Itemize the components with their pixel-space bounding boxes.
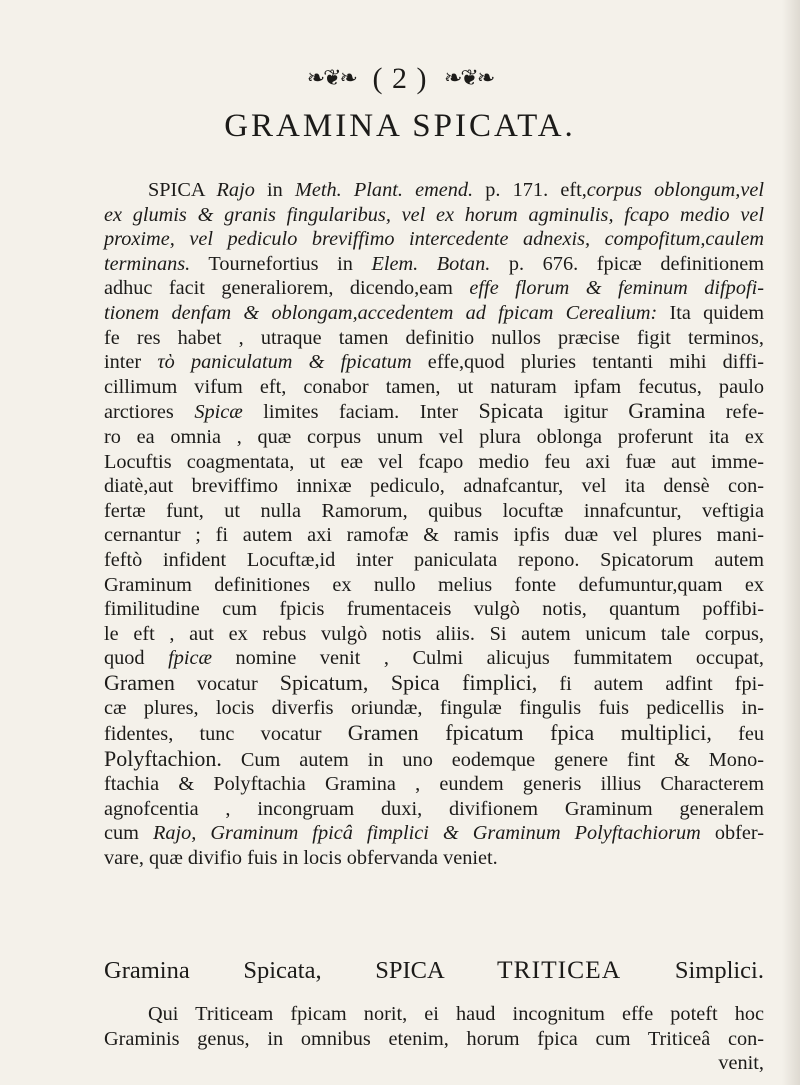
paragraph-line (104, 597, 764, 622)
text-segment: arctiores (104, 401, 195, 424)
paragraph-line (104, 821, 764, 846)
ornament-right-icon: ❧❦❧ (443, 65, 494, 90)
paragraph-line (104, 721, 764, 747)
text-segment: fi autem adfint fpi- (537, 672, 764, 695)
paragraph-line (104, 227, 764, 252)
text-segment: effe,quod pluries tentanti mihi diffi- (411, 351, 764, 374)
paragraph-line (104, 252, 764, 277)
text-segment: cæ plures, locis diverfis oriundæ, fingulæ fingulis fuis pedicellis in- (104, 697, 764, 720)
paragraph-line: Qui Triticeam fpicam norit, ei haud incognitum effe poteft hoc (148, 1003, 764, 1025)
paragraph-line (104, 646, 764, 671)
text-segment: Gramen (104, 669, 175, 695)
page-edge-shadow (782, 0, 800, 1085)
text-segment: Gramina (628, 398, 706, 424)
text-segment: cillimum vifum eft, conabor tamen, ut naturam ipfam fecutus, paulo (104, 375, 764, 398)
paragraph-triticea (104, 1002, 764, 1076)
text-segment: vocatur (174, 672, 280, 695)
text-segment: feftò infident Locuftæ,id inter paniculata repono. Spicatorum autem (104, 548, 764, 571)
paragraph-line (104, 425, 764, 450)
paragraph-line (104, 499, 764, 524)
text-segment: fpicæ (168, 647, 213, 670)
text-segment: fertæ funt, ut nulla Ramorum, quibus locuftæ innafcuntur, veftigia (104, 499, 764, 522)
paragraph-line (104, 846, 764, 871)
paragraph-line (104, 696, 764, 721)
text-segment: Spicæ (194, 401, 243, 424)
text-segment: fidentes, tunc vocatur (104, 723, 348, 746)
paragraph-line (104, 326, 764, 351)
paragraph-line (104, 622, 764, 647)
text-segment: agnofcentia , incongruam duxi, divifionem Graminum generalem (104, 797, 764, 820)
text-segment: p. 171. eft, (473, 179, 587, 201)
paragraph-line (104, 474, 764, 499)
section-heading-part3: Simplici. (621, 957, 764, 984)
text-segment: adhuc facit generaliorem, dicendo,eam (104, 277, 470, 300)
paragraph-line (104, 671, 764, 697)
text-segment: fimilitudine cum fpicis frumentaceis vulgò notis, quantum poffibi- (104, 598, 764, 621)
paragraph-line (104, 772, 764, 797)
text-segment: Rajo (216, 179, 255, 201)
text-segment: terminans. (104, 252, 191, 275)
text-segment: nomine venit , Culmi alicujus fummitatem occupat, (212, 647, 764, 670)
text-segment: Cum autem in uno eodemque genere fint & Mono- (221, 748, 764, 771)
text-segment: ftachia & Polyftachia Gramina , eundem generis illius Characterem (104, 773, 764, 796)
text-segment: quod (104, 647, 169, 670)
text-segment: Spicata (478, 398, 544, 424)
paragraph-line (104, 350, 764, 375)
text-segment: Elem. Botan. (371, 252, 491, 275)
text-segment: p. 676. fpicæ definitionem (490, 252, 764, 275)
text-segment: Polyftachion. (104, 745, 222, 771)
text-segment: Spicatum, Spica fimplici, (279, 669, 538, 695)
text-segment: SPICA (148, 179, 217, 201)
page-title: GRAMINA SPICATA. (224, 108, 576, 144)
text-segment: corpus oblongum,vel (586, 179, 764, 201)
paragraph-line: Graminis genus, in omnibus etenim, horum fpica cum Triticeâ con- (104, 1027, 764, 1050)
text-segment: tionem denfam & oblongam,accedentem ad fpicam Cerealium: (104, 301, 658, 324)
text-segment: limites faciam. Inter (242, 401, 479, 424)
text-segment: le eft , aut ex rebus vulgò notis aliis. Si autem unicum tale corpus, (104, 622, 764, 645)
paragraph-line (104, 523, 764, 548)
paragraph-line (104, 178, 764, 203)
ornament-left-icon: ❧❦❧ (306, 65, 356, 90)
section-heading-part2: TRITICEA (497, 955, 622, 984)
paragraph-line (104, 399, 764, 425)
text-segment: Graminum definitiones ex nullo melius fonte defumuntur,quam ex (104, 573, 764, 596)
page-number: ( 2 ) (372, 62, 428, 95)
page-header (0, 62, 800, 96)
text-segment: in (254, 179, 295, 201)
paragraph-line (104, 203, 764, 228)
text-segment: Tournefortius in (190, 252, 372, 275)
text-segment: τὸ paniculatum & fpicatum (157, 351, 412, 374)
text-segment: cernantur ; fi autem axi ramofæ & ramis ipfis duæ vel plures mani- (104, 524, 764, 547)
text-segment: igitur (543, 401, 629, 424)
catchword: venit, (718, 1052, 764, 1075)
paragraph-line (104, 375, 764, 400)
paragraph-spica-definition (104, 178, 764, 871)
text-segment: proxime, vel pediculo breviffimo intercedente adnexis, compofitum,caulem (104, 228, 764, 251)
paragraph-line (104, 747, 764, 773)
text-segment: feu (711, 723, 765, 746)
paragraph-line (104, 276, 764, 301)
text-segment: cum (104, 822, 153, 845)
text-segment: Rajo, Graminum fpicâ fimplici & Graminum Polyftachiorum (152, 822, 701, 845)
text-segment: diatè,aut breviffimo innixæ pediculo, adnafcantur, vel ita densè con- (104, 475, 764, 498)
text-segment: inter (104, 351, 158, 374)
text-segment: effe florum & feminum difpofi- (469, 277, 764, 300)
text-segment: Locuftis coagmentata, ut eæ vel fcapo medio feu axi fuæ aut imme- (104, 450, 764, 473)
text-segment: ro ea omnia , quæ corpus unum vel plura oblonga proferunt ita ex (104, 425, 764, 448)
text-segment: obfer- (700, 822, 764, 845)
text-segment: refe- (705, 401, 764, 424)
text-segment: ex glumis & granis fingularibus, vel ex horum agminulis, fcapo medio vel (104, 203, 764, 226)
paragraph-line (104, 301, 764, 326)
text-segment: Meth. Plant. emend. (294, 179, 474, 201)
paragraph-line (104, 548, 764, 573)
paragraph-line (104, 450, 764, 475)
text-segment: Gramen fpicatum fpica multiplici, (347, 720, 712, 746)
paragraph-line (104, 573, 764, 598)
section-heading (104, 955, 764, 985)
section-heading-part1: Gramina Spicata, SPICA (104, 957, 498, 984)
text-segment: Ita quidem (657, 301, 764, 324)
paragraph-line (104, 797, 764, 822)
text-segment: vare, quæ divifio fuis in locis obfervanda veniet. (104, 847, 498, 870)
text-segment: fe res habet , utraque tamen definitio nullos præcise figit terminos, (104, 326, 764, 349)
